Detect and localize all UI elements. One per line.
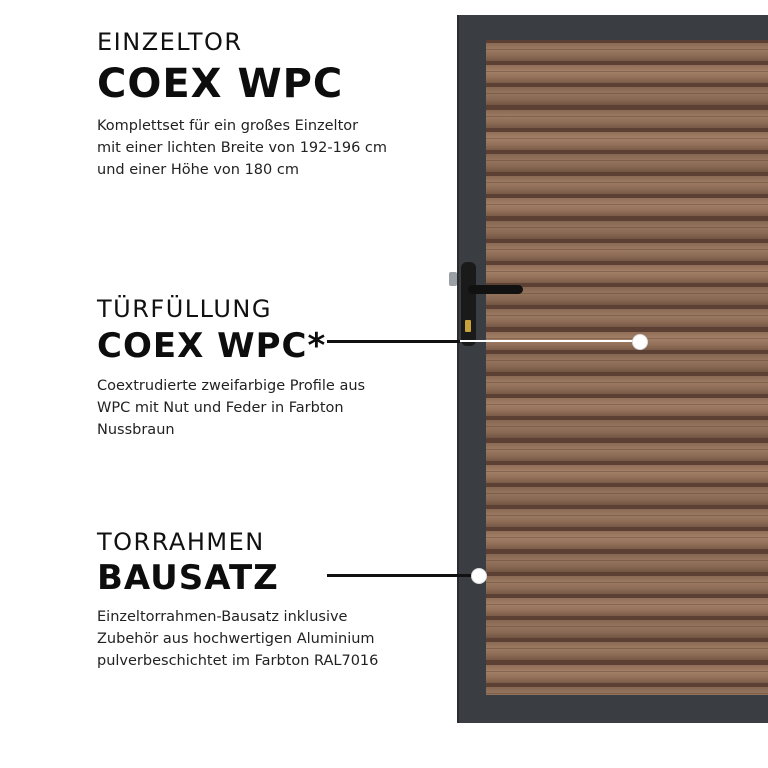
infill-title: COEX WPC* — [97, 326, 327, 366]
frame-desc-line: Einzeltorrahmen-Bausatz inklusive — [97, 609, 348, 625]
lock-cylinder-icon — [465, 320, 471, 332]
wpc-slat — [486, 420, 768, 438]
infill-kicker: TÜRFÜLLUNG — [97, 295, 272, 323]
wpc-slat — [486, 43, 768, 61]
wpc-slat — [486, 554, 768, 572]
wpc-slat — [486, 87, 768, 105]
handle-plate — [461, 262, 476, 346]
infill-desc-line: Nussbraun — [97, 422, 175, 438]
wpc-slat — [486, 576, 768, 594]
frame-title: BAUSATZ — [97, 558, 279, 598]
wpc-slat — [486, 154, 768, 172]
infill-pointer-line-inner — [460, 340, 638, 342]
infill-pointer-line — [327, 340, 460, 343]
gate-description — [97, 115, 387, 181]
infill-desc-line: Coextrudierte zweifarbige Profile aus — [97, 378, 366, 394]
section-infill — [97, 297, 365, 441]
wpc-infill-panel — [486, 40, 768, 695]
gate-kicker: EINZELTOR — [97, 28, 243, 56]
frame-desc-line: pulverbeschichtet im Farbton RAL7016 — [97, 653, 379, 669]
wpc-slat — [486, 243, 768, 261]
wpc-slat — [486, 354, 768, 372]
wpc-slat — [486, 376, 768, 394]
wpc-slat — [486, 687, 768, 695]
section-frame — [97, 530, 378, 672]
wpc-slat — [486, 398, 768, 416]
wpc-slat — [486, 309, 768, 327]
infill-description — [97, 375, 365, 441]
frame-desc-line: Zubehör aus hochwertigen Aluminium — [97, 631, 375, 647]
gate-desc-line: und einer Höhe von 180 cm — [97, 162, 299, 178]
frame-description — [97, 606, 378, 672]
infill-pointer-dot — [632, 334, 648, 350]
gate-frame-edge — [457, 15, 459, 723]
gate-desc-line: mit einer lichten Breite von 192-196 cm — [97, 140, 387, 156]
section-gate — [97, 30, 387, 181]
wpc-slat — [486, 198, 768, 216]
wpc-slat — [486, 132, 768, 150]
latch-icon — [449, 272, 457, 286]
wpc-slat — [486, 287, 768, 305]
wpc-slat — [486, 642, 768, 660]
wpc-slat — [486, 176, 768, 194]
door-handle-icon — [468, 285, 523, 294]
wpc-slat — [486, 598, 768, 616]
wpc-slat — [486, 465, 768, 483]
wpc-slat — [486, 531, 768, 549]
wpc-slat — [486, 65, 768, 83]
wpc-slat — [486, 620, 768, 638]
wpc-slat — [486, 265, 768, 283]
wpc-slat — [486, 487, 768, 505]
frame-pointer-dot — [471, 568, 487, 584]
gate-desc-line: Komplettset für ein großes Einzeltor — [97, 118, 359, 134]
frame-pointer-line — [327, 574, 472, 577]
wpc-slat — [486, 443, 768, 461]
gate-title: COEX WPC — [97, 61, 344, 107]
frame-kicker: TORRAHMEN — [97, 528, 265, 556]
wpc-slat — [486, 509, 768, 527]
infill-desc-line: WPC mit Nut und Feder in Farbton — [97, 400, 344, 416]
wpc-slat — [486, 665, 768, 683]
wpc-slat — [486, 221, 768, 239]
wpc-slat — [486, 110, 768, 128]
